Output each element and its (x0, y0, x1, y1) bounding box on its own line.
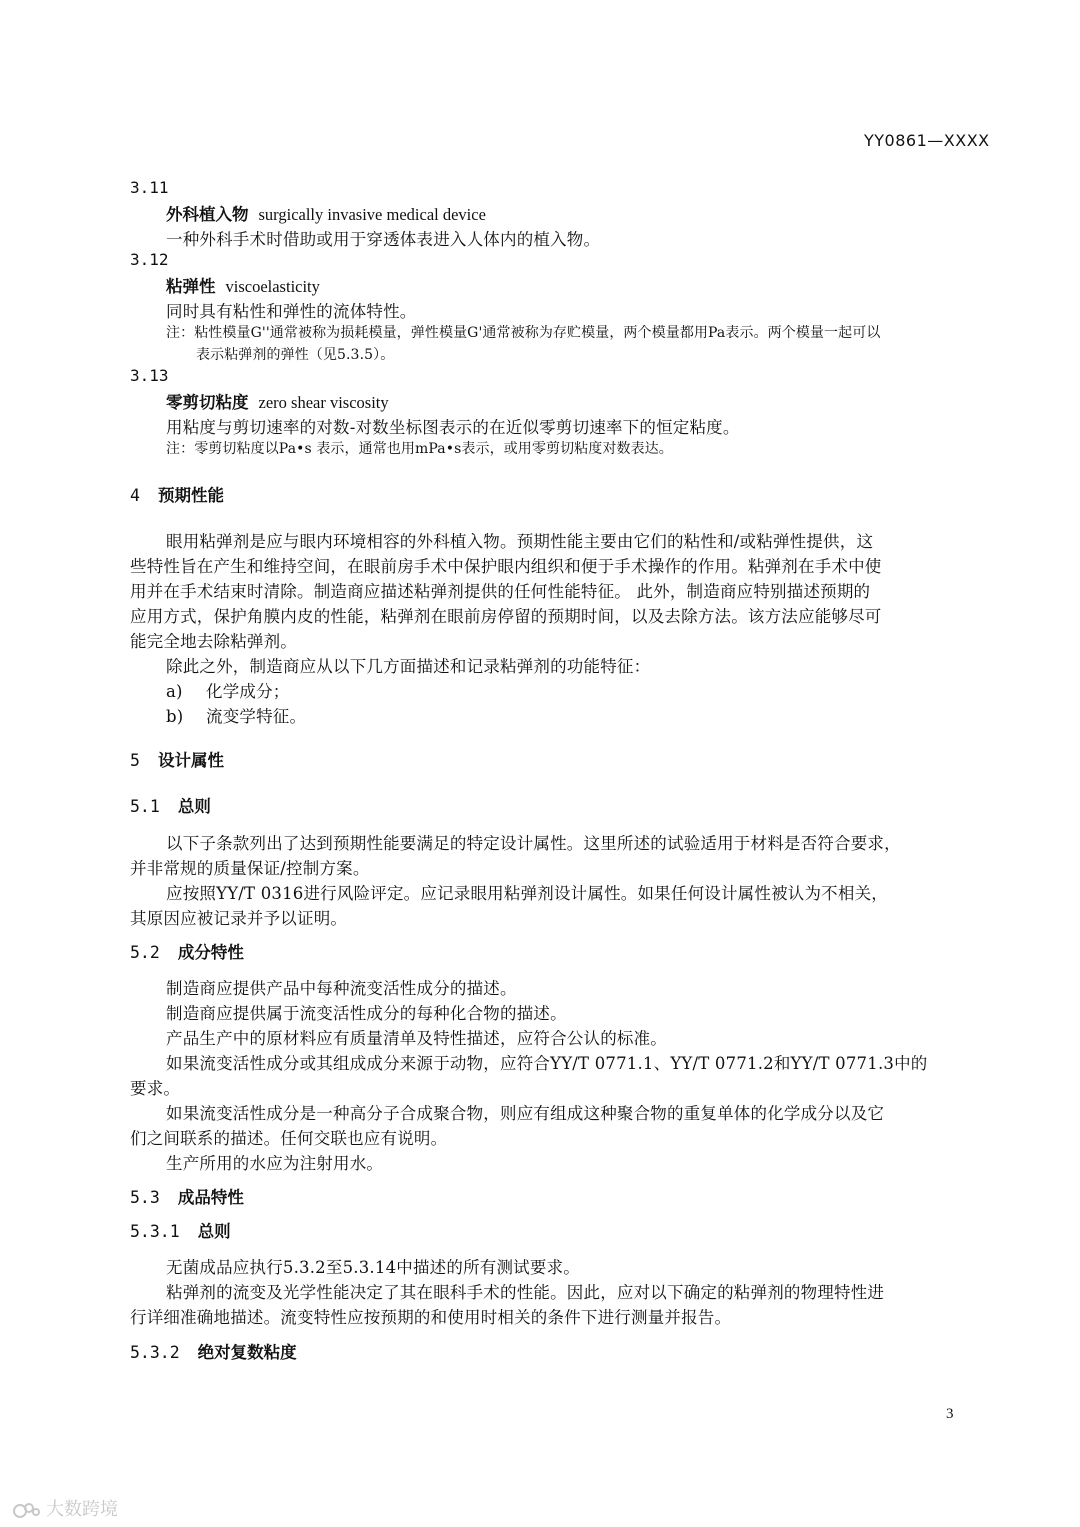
paragraph-line: 除此之外，制造商应从以下几方面描述和记录粘弹剂的功能特征： (166, 657, 651, 676)
watermark (12, 1495, 118, 1521)
term-entry (166, 201, 486, 225)
section-heading (130, 482, 224, 506)
clause-number: 3.13 (130, 366, 169, 385)
subsection-heading (130, 793, 211, 817)
list-item (166, 678, 290, 702)
note-label: 注： (166, 441, 195, 457)
subsection-heading (130, 1339, 297, 1363)
note-line: 表示粘弹剂的弹性（见5.3.5）。 (196, 347, 395, 363)
paragraph-line: 以下子条款列出了达到预期性能要满足的特定设计属性。这里所述的试验适用于材料是否符合要求， (166, 834, 901, 853)
note-text: 零剪切粘度以Pa•s 表示，通常也用mPa•s表示，或用零剪切粘度对数表达。 (194, 441, 673, 457)
subsection-title: 成品特性 (177, 1188, 244, 1207)
subsection-title: 总则 (177, 797, 211, 816)
watermark-logo-icon (12, 1501, 42, 1519)
paragraph-line: 如果流变活性成分或其组成成分来源于动物，应符合YY/T 0771.1、YY/T 0771.2和YY/T 0771.3中的 (166, 1054, 928, 1073)
section-number: 5 (130, 751, 140, 770)
note-line (166, 322, 880, 342)
subsection-title: 绝对复数粘度 (197, 1343, 297, 1362)
paragraph-line: 要求。 (130, 1079, 181, 1098)
section-number: 4 (130, 486, 140, 505)
term-entry (166, 389, 389, 413)
subsection-number: 5.3.1 (130, 1222, 180, 1241)
list-text: 流变学特征。 (206, 707, 307, 726)
term-english: zero shear viscosity (258, 393, 389, 412)
paragraph-line: 眼用粘弹剂是应与眼内环境相容的外科植入物。预期性能主要由它们的粘性和/或粘弹性提供，这 (166, 532, 874, 551)
watermark-text: 大数跨境 (46, 1499, 118, 1520)
subsection-heading (130, 1184, 244, 1208)
term-english: viscoelasticity (225, 277, 320, 296)
term-chinese: 外科植入物 (166, 205, 249, 224)
term-definition: 同时具有粘性和弹性的流体特性。 (166, 302, 417, 321)
paragraph-line: 粘弹剂的流变及光学性能决定了其在眼科手术的性能。因此，应对以下确定的粘弹剂的物理特性进 (166, 1283, 885, 1302)
clause-number: 3.11 (130, 178, 169, 197)
subsection-number: 5.2 (130, 943, 160, 962)
note-line (166, 438, 673, 458)
paragraph-line: 们之间联系的描述。任何交联也应有说明。 (130, 1129, 448, 1148)
paragraph-line: 用并在手术结束时清除。制造商应描述粘弹剂提供的任何性能特征。 此外，制造商应特别描述预期的 (130, 582, 871, 601)
clause-number: 3.12 (130, 250, 169, 269)
subsection-number: 5.3.2 (130, 1343, 180, 1362)
subsection-heading (130, 1218, 231, 1242)
paragraph-line: 并非常规的质量保证/控制方案。 (130, 859, 370, 878)
subsection-heading (130, 939, 244, 963)
list-item (166, 703, 306, 727)
subsection-title: 成分特性 (177, 943, 244, 962)
note-label: 注： (166, 325, 195, 341)
section-heading (130, 747, 224, 771)
document-code: YY0861—XXXX (864, 131, 990, 150)
term-entry (166, 273, 320, 297)
term-chinese: 零剪切粘度 (166, 393, 249, 412)
paragraph-line: 行详细准确地描述。流变特性应按预期的和使用时相关的条件下进行测量并报告。 (130, 1308, 732, 1327)
term-chinese: 粘弹性 (166, 277, 216, 296)
paragraph-line: 产品生产中的原材料应有质量清单及特性描述，应符合公认的标准。 (166, 1029, 667, 1048)
subsection-number: 5.3 (130, 1188, 160, 1207)
paragraph-line: 生产所用的水应为注射用水。 (166, 1154, 384, 1173)
paragraph-line: 些特性旨在产生和维持空间，在眼前房手术中保护眼内组织和便于手术操作的作用。粘弹剂在手术中使 (130, 557, 882, 576)
paragraph-line: 应用方式，保护角膜内皮的性能，粘弹剂在眼前房停留的预期时间，以及去除方法。该方法应能够尽可 (130, 607, 882, 626)
paragraph-line: 应按照YY/T 0316进行风险评定。应记录眼用粘弹剂设计属性。如果任何设计属性被认为不相关， (166, 884, 888, 903)
term-english: surgically invasive medical device (258, 205, 486, 224)
section-title: 预期性能 (157, 486, 224, 505)
list-label: b) (166, 707, 184, 726)
list-text: 化学成分； (206, 682, 290, 701)
subsection-number: 5.1 (130, 797, 160, 816)
paragraph-line: 无菌成品应执行5.3.2至5.3.14中描述的所有测试要求。 (166, 1258, 580, 1277)
term-definition: 一种外科手术时借助或用于穿透体表进入人体内的植入物。 (166, 230, 601, 249)
paragraph-line: 制造商应提供属于流变活性成分的每种化合物的描述。 (166, 1004, 567, 1023)
paragraph-line: 如果流变活性成分是一种高分子合成聚合物，则应有组成这种聚合物的重复单体的化学成分以及它 (166, 1104, 885, 1123)
list-label: a) (166, 682, 183, 701)
subsection-title: 总则 (197, 1222, 231, 1241)
page-number: 3 (946, 1406, 954, 1422)
note-text: 粘性模量G''通常被称为损耗模量，弹性模量G'通常被称为存贮模量，两个模量都用Pa表示。两个模量一起可以 (194, 325, 881, 341)
section-title: 设计属性 (157, 751, 224, 770)
term-definition: 用粘度与剪切速率的对数-对数坐标图表示的在近似零剪切速率下的恒定粘度。 (166, 418, 740, 437)
paragraph-line: 其原因应被记录并予以证明。 (130, 909, 348, 928)
paragraph-line: 制造商应提供产品中每种流变活性成分的描述。 (166, 979, 517, 998)
paragraph-line: 能完全地去除粘弹剂。 (130, 632, 297, 651)
